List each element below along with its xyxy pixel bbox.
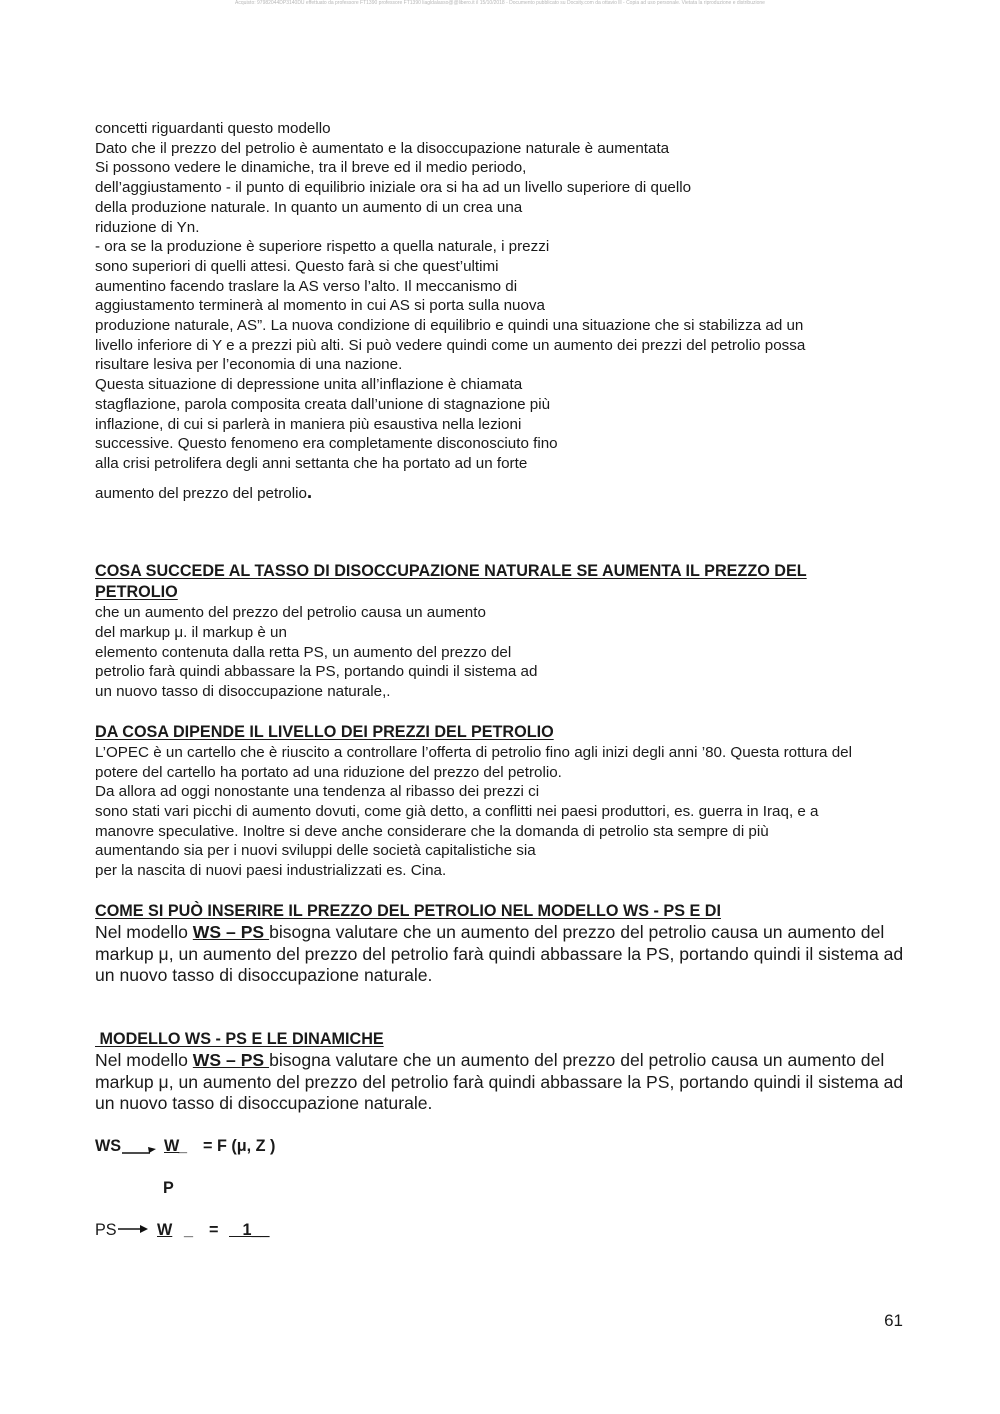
text-line: del markup μ. il markup è un: [95, 624, 287, 642]
section-oil-unemployment: [95, 561, 910, 702]
text-line: stagflazione, parola composita creata dall’unione di stagnazione più: [95, 395, 551, 413]
ws-ps-formula: [95, 1137, 910, 1257]
text-line: concetti riguardanti questo modello: [95, 120, 331, 137]
section-body: Nel modello WS – PS bisogna valutare che un aumento del prezzo del petrolio causa un aumento del markup μ, un aumento del prezzo del petrolio farà quindi abbassare la PS, portando quindi il sistema ad un nuovo tasso di disoccupazione naturale.: [95, 1049, 904, 1114]
text-line: un nuovo tasso di disoccupazione naturale,.: [95, 683, 391, 701]
intro-last-dot: .: [306, 481, 313, 503]
intro-paragraph: [95, 119, 910, 474]
page-content: [95, 119, 910, 1257]
text-line: Da allora ad oggi nonostante una tendenza al ribasso dei prezzi ci: [95, 783, 540, 801]
page-number: 61: [884, 1311, 903, 1330]
model-name: WS – PS: [192, 921, 270, 942]
text-line: potere del cartello ha portato ad una riduzione del prezzo del petrolio.: [95, 763, 562, 781]
section-body: Nel modello WS – PS bisogna valutare che un aumento del prezzo del petrolio causa un aumento del markup μ, un aumento del prezzo del petrolio farà quindi abbassare la PS, portando quindi il sistema ad un nuovo tasso di disoccupazione naturale.: [95, 921, 904, 986]
text-line: Dato che il prezzo del petrolio è aumentato e la disoccupazione naturale è aumentata: [95, 139, 670, 157]
text-line: che un aumento del prezzo del petrolio causa un aumento: [95, 604, 486, 622]
text-line: della produzione naturale. In quanto un aumento di un crea una: [95, 198, 523, 216]
text-line: dell’aggiustamento - il punto di equilibrio iniziale ora si ha ad un livello superiore di quello: [95, 179, 692, 197]
text-line: aggiustamento terminerà al momento in cui AS si porta sulla nuova: [95, 297, 545, 315]
section-heading: COSA SUCCEDE AL TASSO DI DISOCCUPAZIONE NATURALE SE AUMENTA IL PREZZO DEL PETROLIO: [95, 562, 807, 602]
text-line: manovre speculative. Inoltre si deve anche considerare che la domanda di petrolio sta sempre di più: [95, 822, 769, 840]
text-line: per la nascita di nuovi paesi industrializzati es. Cina.: [95, 862, 447, 880]
section-ws-ps-dynamics: [95, 1029, 910, 1115]
text-line: alla crisi petrolifera degli anni settanta che ha portato ad un forte: [95, 454, 528, 472]
ps-numerator: W: [157, 1221, 173, 1240]
section-heading: MODELLO WS - PS E LE DINAMICHE: [95, 1029, 384, 1048]
section-oil-in-ws-ps: [95, 901, 910, 987]
ps-rhs: 1__: [242, 1221, 270, 1240]
intro-last-text: aumento del prezzo del petrolio: [95, 484, 307, 502]
ps-label: PS: [95, 1221, 117, 1240]
ps-underscore: _: [184, 1221, 194, 1240]
text-line: aumentando sia per i nuovi sviluppi delle società capitalistiche sia: [95, 842, 536, 860]
ws-label: WS: [95, 1137, 122, 1156]
text-line: livello inferiore di Y e a prezzi più alti. Si può vedere quindi come un aumento dei prezzi del petrolio possa: [95, 336, 806, 354]
text-line: Si possono vedere le dinamiche, tra il breve ed il medio periodo,: [95, 159, 527, 177]
text-line: aumentino facendo traslare la AS verso l’alto. Il meccanismo di: [95, 277, 518, 295]
text-line: risultare lesiva per l’economia di una nazione.: [95, 356, 403, 374]
text-line: riduzione di Yn.: [95, 218, 200, 236]
text-line: Questa situazione di depressione unita all’inflazione è chiamata: [95, 376, 523, 394]
ws-arrow-icon: [122, 1142, 156, 1156]
text-line: sono superiori di quelli attesi. Questo farà si che quest’ultimi: [95, 257, 499, 275]
text-line: produzione naturale, AS”. La nuova condizione di equilibrio e quindi una situazione che si stabilizza ad un: [95, 317, 804, 335]
text-line: sono stati vari picchi di aumento dovuti, come già detto, a conflitti nei paesi produttori, es. guerra in Iraq, e a: [95, 802, 819, 820]
intro-closing-line: [95, 483, 910, 504]
text-line: inflazione, di cui si parlerà in maniera più esaustiva nella lezioni: [95, 415, 522, 433]
download-watermark: Acquisto: 97982044DP3140DU effettuato da professore FT1390 professore FT1390 liagldalasso@@libero.it il 15/10/2018 - Documento pubblicato su Docsity.com da ottavio lll - Copia ad uso personale. Vietata la riproduzione e distribuzione: [235, 0, 765, 6]
text-line: successive. Questo fenomeno era completamente disconosciuto fino: [95, 435, 558, 453]
ws-underscore: _: [178, 1137, 188, 1156]
text-line: elemento contenuta dalla retta PS, un aumento del prezzo del: [95, 643, 512, 661]
section-heading: COME SI PUÒ INSERIRE IL PREZZO DEL PETROLIO NEL MODELLO WS - PS E DI: [95, 901, 721, 920]
text-line: - ora se la produzione è superiore rispetto a quella naturale, i prezzi: [95, 238, 550, 256]
section-oil-price-level: [95, 722, 910, 881]
ps-arrow-icon: [118, 1222, 148, 1236]
ws-equation: = F (μ, Z ): [203, 1137, 276, 1156]
model-name: WS – PS: [192, 1049, 270, 1070]
text-line: L’OPEC è un cartello che è riuscito a controllare l’offerta di petrolio fino agli inizi degli anni ’80. Questa rottura del: [95, 743, 852, 761]
ws-denominator: P: [163, 1179, 174, 1198]
ps-equals: =: [209, 1221, 219, 1240]
text-line: petrolio farà quindi abbassare la PS, portando quindi il sistema ad: [95, 663, 538, 681]
section-heading: DA COSA DIPENDE IL LIVELLO DEI PREZZI DEL PETROLIO: [95, 722, 554, 741]
ws-numerator: W: [164, 1137, 180, 1156]
